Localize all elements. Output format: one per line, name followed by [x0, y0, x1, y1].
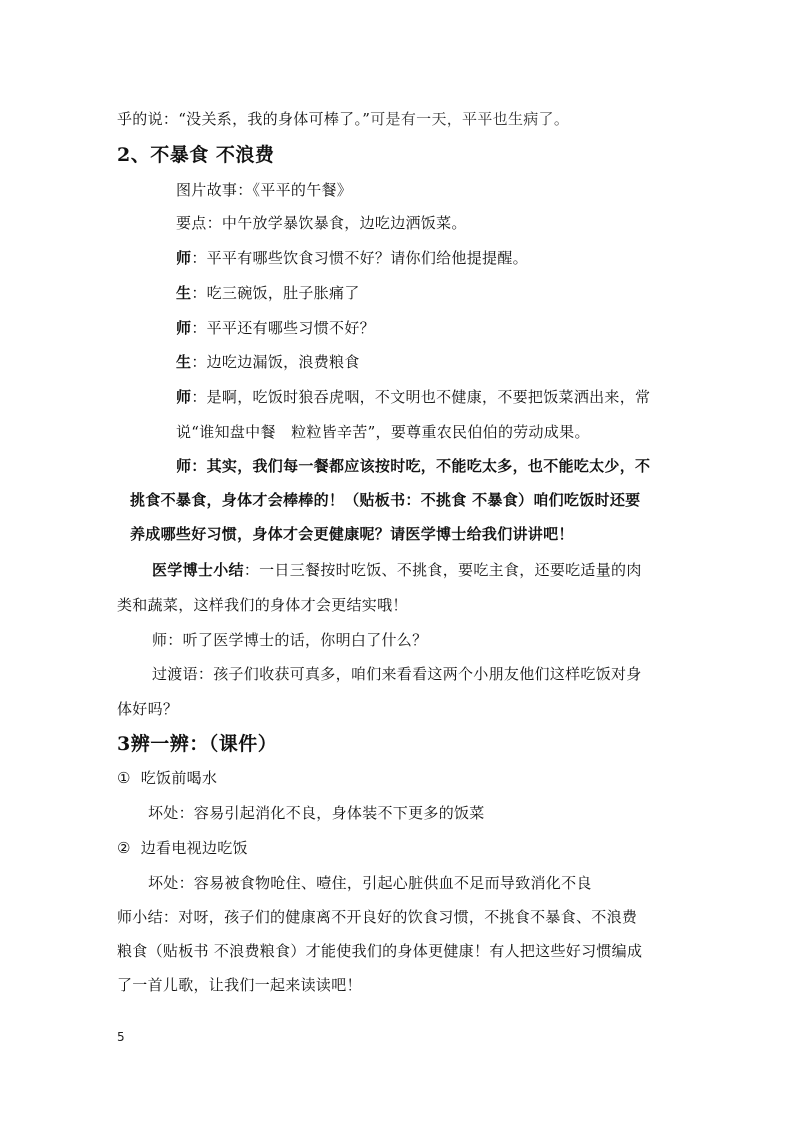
doctor-label: 医学博士小结: [152, 561, 244, 579]
student-answer-1: [176, 283, 360, 303]
story-title: 图片故事：《平平的午餐》: [176, 181, 353, 199]
discuss-item-1: [117, 768, 217, 788]
item-marker: ②: [117, 839, 131, 857]
student-answer-2: [176, 352, 360, 372]
dialogue-text: ：吃三碗饭，肚子胀痛了: [191, 284, 360, 302]
dialogue-text: ：边吃边漏饭，浪费粮食: [191, 353, 360, 371]
speaker-label: 师: [176, 388, 192, 406]
speaker-label: 生: [176, 353, 192, 371]
item-marker: ①: [117, 769, 131, 787]
intro-rest: 可是有一天，平平也生病了。: [370, 110, 570, 128]
teacher-question-1: [176, 248, 528, 268]
dialogue-text: ：平平有哪些饮食习惯不好？请你们给他提提醒。: [191, 249, 528, 267]
section2-heading: 2、不暴食 不浪费: [117, 144, 275, 166]
teacher-bold-line3: 养成哪些好习惯，身体才会更健康呢？请医学博士给我们讲讲吧！: [130, 525, 574, 543]
teacher-summary-line1: 师小结：对呀，孩子们的健康离不开良好的饮食习惯，不挑食不暴食、不浪费: [117, 908, 638, 926]
teacher-summary-line3: 了一首儿歌，让我们一起来读读吧！: [117, 976, 362, 994]
item-title: 边看电视边吃饭: [140, 839, 248, 857]
transition-line2: 体好吗？: [117, 700, 179, 718]
teacher-bold-line2: 挑食不暴食，身体才会棒棒的！（贴板书：不挑食 不暴食）咱们吃饭时还要: [130, 491, 641, 509]
page-number: 5: [117, 1030, 125, 1044]
speaker-label: 生: [176, 284, 192, 302]
teacher-question-4: 师：听了医学博士的话，你明白了什么？: [152, 631, 428, 649]
item1-harm: 坏处：容易引起消化不良，身体装不下更多的饭菜: [148, 804, 485, 822]
teacher-question-2: [176, 318, 375, 338]
teacher-response-line2: 说“谁知盘中餐 粒粒皆辛苦”，要尊重农民伯伯的劳动成果。: [176, 423, 590, 441]
teacher-summary-line2: 粮食（贴板书 不浪费粮食）才能使我们的身体更健康！有人把这些好习惯编成: [117, 942, 643, 960]
section3-heading: 3辨一辨：（课件）: [117, 733, 278, 755]
intro-line: [117, 109, 569, 129]
intro-quote: 乎的说：“没关系，我的身体可棒了。”: [117, 110, 371, 128]
teacher-bold-line1: 师：其实，我们每一餐都应该按时吃，不能吃太多，也不能吃太少，不: [176, 457, 651, 475]
dialogue-text: ：平平还有哪些习惯不好？: [191, 319, 375, 337]
doctor-text: ：一日三餐按时吃饭、不挑食，要吃主食，还要吃适量的肉: [243, 561, 642, 579]
story-point: 要点：中午放学暴饮暴食，边吃边洒饭菜。: [176, 214, 467, 232]
discuss-item-2: [117, 838, 248, 858]
transition-line1: 过渡语：孩子们收获可真多，咱们来看看这两个小朋友他们这样吃饭对身: [152, 665, 642, 683]
teacher-response-line1: [176, 387, 650, 407]
speaker-label: 师: [176, 249, 192, 267]
doctor-summary-line1: [152, 560, 642, 580]
item2-harm: 坏处：容易被食物呛住、噎住，引起心脏供血不足而导致消化不良: [148, 874, 592, 892]
doctor-summary-line2: 类和蔬菜，这样我们的身体才会更结实哦！: [117, 596, 408, 614]
item-title: 吃饭前喝水: [140, 769, 218, 787]
dialogue-text: ：是啊，吃饭时狼吞虎咽，不文明也不健康，不要把饭菜洒出来，常: [191, 388, 651, 406]
speaker-label: 师: [176, 319, 192, 337]
